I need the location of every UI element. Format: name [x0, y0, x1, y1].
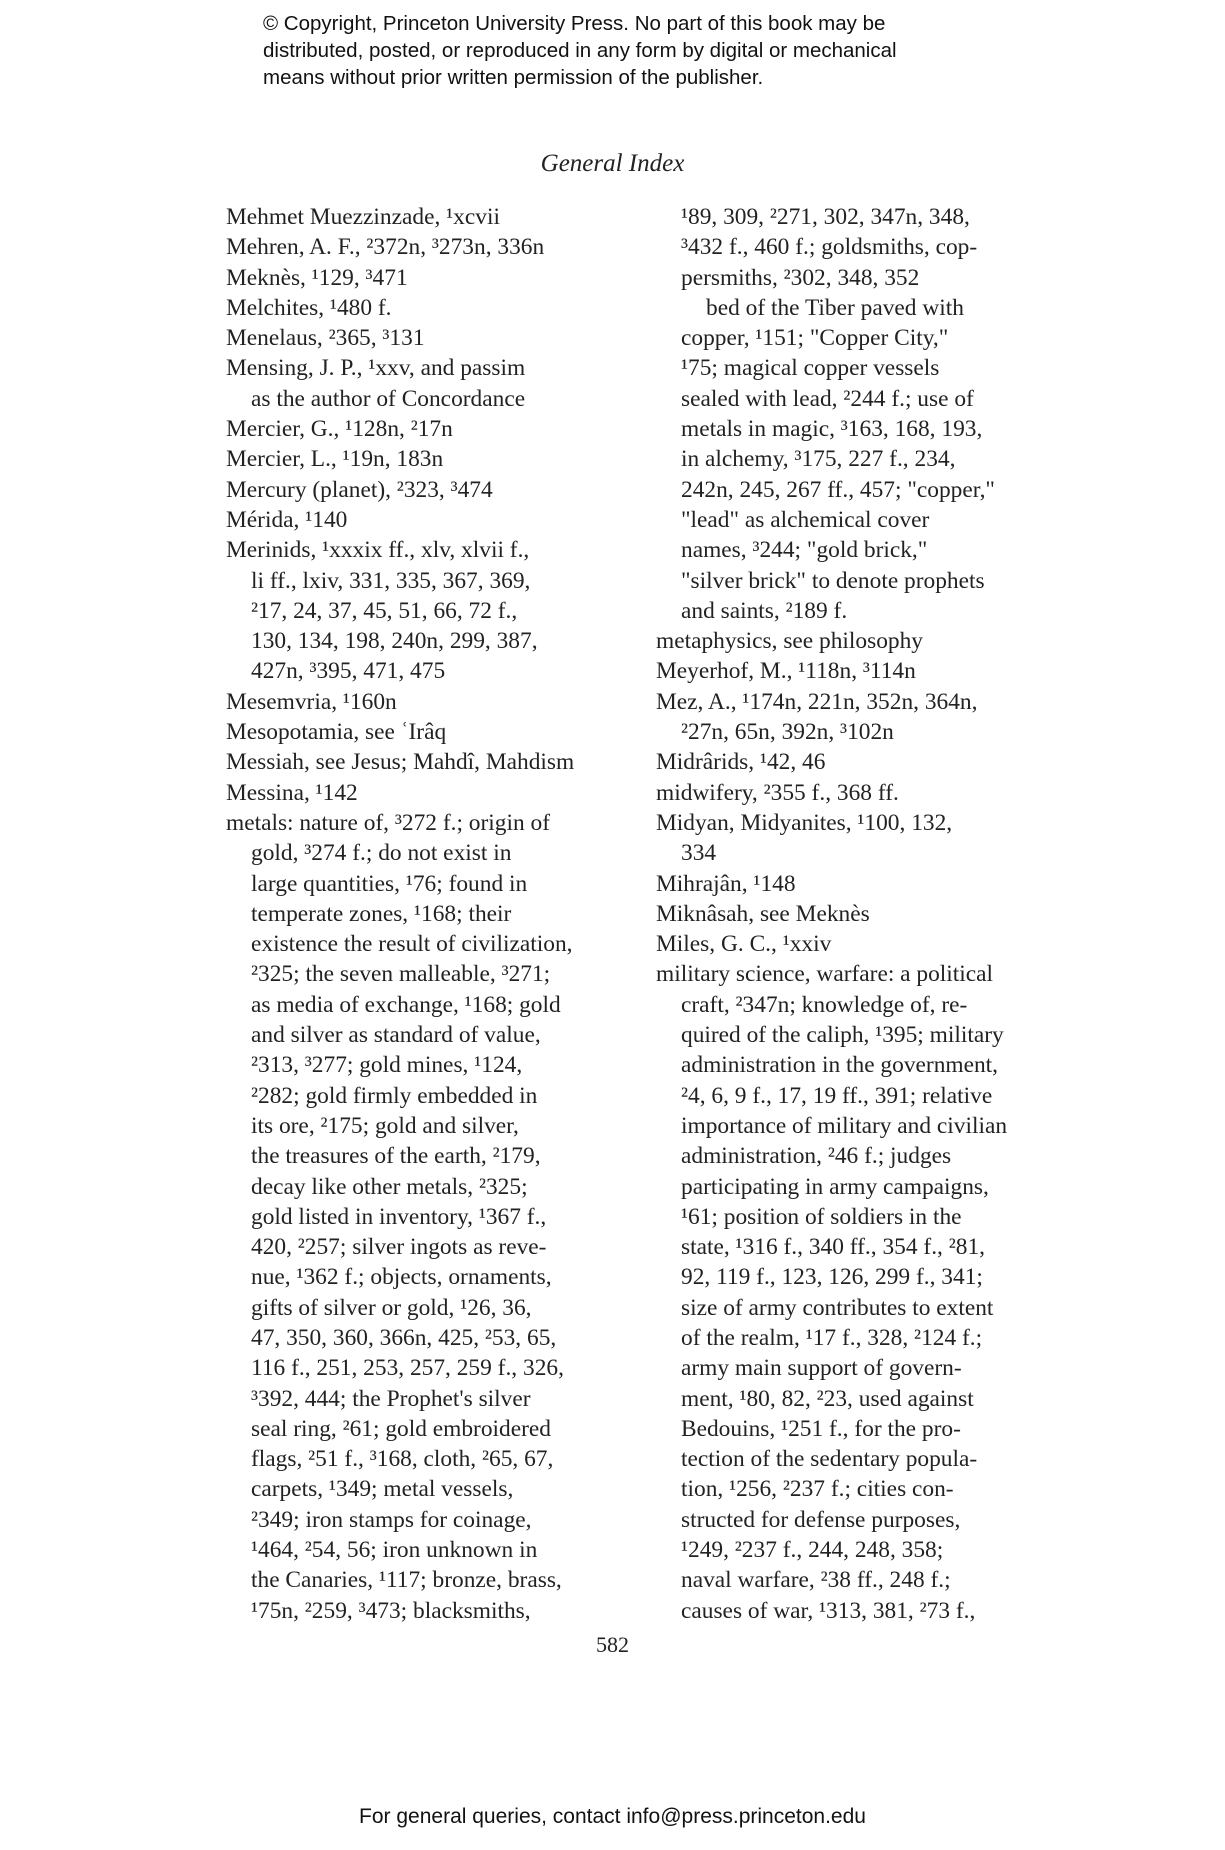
index-entry-line: as the author of Concordance [251, 385, 526, 412]
index-entry-line: craft, ²347n; knowledge of, re- [681, 991, 968, 1018]
index-entry-line: "lead" as alchemical cover [681, 506, 930, 533]
index-entry-line: ¹75n, ²259, ³473; blacksmiths, [251, 1597, 531, 1624]
index-entry-line: ¹464, ²54, 56; iron unknown in [251, 1537, 538, 1564]
index-entry-line: Miles, G. C., ¹xxiv [656, 931, 832, 958]
index-entry-line: naval warfare, ²38 ff., 248 f.; [681, 1567, 951, 1594]
index-column-left [226, 202, 646, 1626]
index-entry-line: ³392, 444; the Prophet's silver [251, 1385, 531, 1412]
index-entry-line: Mehmet Muezzinzade, ¹xcvii [226, 204, 500, 230]
index-entry-line: 420, ²257; silver ingots as reve- [251, 1234, 547, 1261]
index-entry-line: ²349; iron stamps for coinage, [251, 1506, 532, 1533]
index-entry-line: Mensing, J. P., ¹xxv, and passim [226, 355, 526, 382]
index-entry-line: gold, ³274 f.; do not exist in [251, 840, 512, 867]
index-entry-line: midwifery, ²355 f., 368 ff. [656, 779, 899, 806]
index-entry-line: 116 f., 251, 253, 257, 259 f., 326, [251, 1355, 564, 1382]
index-entry-line: state, ¹316 f., 340 ff., 354 f., ²81, [681, 1234, 985, 1261]
index-entry-line: causes of war, ¹313, 381, ²73 f., [681, 1597, 976, 1624]
index-entry-line: flags, ²51 f., ³168, cloth, ²65, 67, [251, 1446, 554, 1473]
index-entry-line: decay like other metals, ²325; [251, 1173, 528, 1200]
index-column-right [656, 202, 1076, 1626]
index-entry-line: and silver as standard of value, [251, 1022, 541, 1049]
index-entry-line: persmiths, ²302, 348, 352 [681, 264, 920, 291]
index-entry-line: copper, ¹151; "Copper City," [681, 325, 949, 352]
index-entry-line: Mez, A., ¹174n, 221n, 352n, 364n, [656, 688, 978, 715]
index-entry-line: 130, 134, 198, 240n, 299, 387, [251, 628, 538, 655]
index-entry-line: Menelaus, ²365, ³131 [226, 325, 425, 352]
index-entry-line: temperate zones, ¹168; their [251, 900, 512, 927]
index-entry-line: li ff., lxiv, 331, 335, 367, 369, [251, 567, 531, 594]
index-entry-line: Mihrajân, ¹148 [656, 870, 796, 897]
index-entry-line: of the realm, ¹17 f., 328, ²124 f.; [681, 1324, 983, 1351]
index-entry-line: 242n, 245, 267 ff., 457; "copper," [681, 476, 995, 503]
index-entry-line: ¹89, 309, ²271, 302, 347n, 348, [681, 204, 970, 230]
index-entry-line: metals in magic, ³163, 168, 193, [681, 416, 983, 443]
index-entry-line: names, ³244; "gold brick," [681, 537, 928, 564]
index-entry-line: quired of the caliph, ¹395; military [681, 1022, 1004, 1049]
index-entry-line: tection of the sedentary popula- [681, 1446, 978, 1473]
index-entry-line: ²27n, 65n, 392n, ³102n [681, 719, 894, 746]
index-entry-line: ²325; the seven malleable, ³271; [251, 961, 551, 988]
index-entry-line: "silver brick" to denote prophets [681, 567, 985, 594]
index-entry-line: ment, ¹80, 82, ²23, used against [681, 1385, 974, 1412]
running-head: General Index [540, 150, 685, 177]
contact-footer: For general queries, contact info@press.princeton.edu [359, 1805, 866, 1828]
index-entry-line: Meyerhof, M., ¹118n, ³114n [656, 658, 916, 685]
index-entry-line: 47, 350, 360, 366n, 425, ²53, 65, [251, 1324, 557, 1351]
index-entry-line: in alchemy, ³175, 227 f., 234, [681, 446, 956, 473]
index-entry-line: Meknès, ¹129, ³471 [226, 264, 408, 291]
index-entry-line: ²313, ³277; gold mines, ¹124, [251, 1052, 523, 1079]
index-entry-line: Mesemvria, ¹160n [226, 688, 397, 715]
index-entry-line: its ore, ²175; gold and silver, [251, 1112, 519, 1139]
index-entry-line: Mehren, A. F., ²372n, ³273n, 336n [226, 234, 545, 261]
index-entry-line: ¹75; magical copper vessels [681, 355, 940, 382]
index-entry-line: sealed with lead, ²244 f.; use of [681, 385, 974, 412]
index-entry-line: importance of military and civilian [681, 1112, 1008, 1139]
index-entry-line: Midyan, Midyanites, ¹100, 132, [656, 809, 953, 836]
index-entry-line: military science, warfare: a political [656, 961, 994, 988]
index-entry-line: ¹61; position of soldiers in the [681, 1203, 962, 1230]
index-entry-line: Miknâsah, see Meknès [656, 900, 870, 927]
index-entry-line: ²17, 24, 37, 45, 51, 66, 72 f., [251, 597, 518, 624]
index-entry-line: nue, ¹362 f.; objects, ornaments, [251, 1264, 552, 1291]
index-entry-line: the treasures of the earth, ²179, [251, 1143, 541, 1170]
index-entry-line: 334 [681, 840, 717, 867]
index-entry-line: ²4, 6, 9 f., 17, 19 ff., 391; relative [681, 1082, 993, 1109]
index-entry-line: size of army contributes to extent [681, 1294, 994, 1321]
index-entry-line: bed of the Tiber paved with [706, 294, 964, 321]
index-entry-line: administration in the government, [681, 1052, 999, 1079]
index-entry-line: gold listed in inventory, ¹367 f., [251, 1203, 547, 1230]
copyright-line: © Copyright, Princeton University Press. No part of this book may be [263, 12, 886, 35]
index-entry-line: large quantities, ¹76; found in [251, 870, 528, 897]
index-entry-line: Melchites, ¹480 f. [226, 294, 392, 321]
index-entry-line: army main support of govern- [681, 1355, 962, 1382]
index-entry-line: Mercier, G., ¹128n, ²17n [226, 416, 453, 443]
index-entry-line: 92, 119 f., 123, 126, 299 f., 341; [681, 1264, 983, 1291]
index-entry-line: carpets, ¹349; metal vessels, [251, 1476, 514, 1503]
index-entry-line: ²282; gold firmly embedded in [251, 1082, 538, 1109]
index-entry-line: structed for defense purposes, [681, 1506, 961, 1533]
index-entry-line: Merinids, ¹xxxix ff., xlv, xlvii f., [226, 537, 530, 564]
copyright-line: means without prior written permission of the publisher. [263, 66, 764, 89]
index-entry-line: Midrârids, ¹42, 46 [656, 749, 826, 776]
index-entry-line: ³432 f., 460 f.; goldsmiths, cop- [681, 234, 978, 261]
index-entry-line: as media of exchange, ¹168; gold [251, 991, 561, 1018]
page-number: 582 [596, 1632, 629, 1657]
index-entry-line: 427n, ³395, 471, 475 [251, 658, 446, 685]
index-entry-line: metals: nature of, ³272 f.; origin of [226, 809, 551, 836]
copyright-line: distributed, posted, or reproduced in any form by digital or mechanical [263, 39, 897, 62]
index-entry-line: Bedouins, ¹251 f., for the pro- [681, 1415, 961, 1442]
index-entry-line: existence the result of civilization, [251, 931, 573, 958]
index-entry-line: Messiah, see Jesus; Mahdî, Mahdism [226, 749, 575, 776]
index-entry-line: seal ring, ²61; gold embroidered [251, 1415, 551, 1442]
index-entry-line: gifts of silver or gold, ¹26, 36, [251, 1294, 532, 1321]
index-entry-line: tion, ¹256, ²237 f.; cities con- [681, 1476, 954, 1503]
index-entry-line: Mercury (planet), ²323, ³474 [226, 476, 493, 503]
index-entry-line: ¹249, ²237 f., 244, 248, 358; [681, 1537, 944, 1564]
index-entry-line: Messina, ¹142 [226, 779, 358, 806]
index-entry-line: Mercier, L., ¹19n, 183n [226, 446, 444, 473]
index-entry-line: administration, ²46 f.; judges [681, 1143, 952, 1170]
index-entry-line: participating in army campaigns, [681, 1173, 989, 1200]
index-entry-line: the Canaries, ¹117; bronze, brass, [251, 1567, 562, 1594]
index-entry-line: and saints, ²189 f. [681, 597, 848, 624]
copyright-notice [263, 10, 1083, 91]
index-entry-line: metaphysics, see philosophy [656, 628, 924, 655]
index-entry-line: Mérida, ¹140 [226, 506, 348, 533]
index-entry-line: Mesopotamia, see ʿIrâq [226, 719, 447, 746]
